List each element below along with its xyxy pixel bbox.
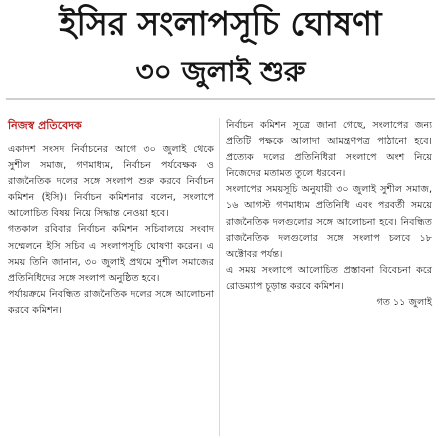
signoff: গত ১১ জুলাই <box>376 297 432 309</box>
byline: নিজস্ব প্রতিবেদক <box>8 119 82 132</box>
headline-line-1: ইসির সংলাপসূচি ঘোষণা <box>59 4 382 43</box>
article-column-1 <box>8 118 214 319</box>
paragraph: নির্বাচন কমিশন সূত্রে জানা গেছে, সংলাপের জন্য প্রতিটি পক্ষকে আলাদা আমন্ত্রণপত্র পাঠানো হবে। প্রত্যেক দলের প্রতিনিধিরা সংলাপে অংশ নিয়ে নিজেদের মতামত তুলে ধরবেন। <box>226 120 432 180</box>
article-column-2 <box>226 118 432 311</box>
paragraph: পর্যায়ক্রমে নিবন্ধিত রাজনৈতিক দলের সঙ্গে আলোচনা করবে কমিশন। <box>8 288 214 316</box>
paragraph: সংলাপের সময়সূচি অনুযায়ী ৩০ জুলাই সুশীল সমাজ, ১৬ আগস্ট গণমাধ্যম প্রতিনিধি এবং পরবর্তী সময়ে রাজনৈতিক দলগুলোর সঙ্গে আলোচনা হবে। নিবন্ধিত রাজনৈতিক দলগুলোর সঙ্গে সংলাপ চলবে ১৮ অক্টোবর পর্যন্ত। <box>226 184 432 260</box>
headline-line-2: ৩০ জুলাই শুরু <box>135 55 306 88</box>
column-divider <box>219 118 220 436</box>
headline-divider <box>6 98 435 100</box>
paragraph: একাদশ সংসদ নির্বাচনের আগে ৩০ জুলাই থেকে সুশীল সমাজ, গণমাধ্যম, নির্বাচন পর্যবেক্ষক ও রাজনৈতিক দলের সঙ্গে সংলাপ শুরু করবে নির্বাচন কমিশন (ইসি)। নির্বাচন কমিশনার বলেন, সংলাপে আলোচিত বিষয় নিয়ে সিদ্ধান্ত নেওয়া হবে। <box>8 144 214 220</box>
paragraph: গতকাল রবিবার নির্বাচন কমিশন সচিবালয়ে সংবাদ সম্মেলনে ইসি সচিব এ সংলাপসূচি ঘোষণা করেন। এ সময় তিনি জানান, ৩০ জুলাই প্রথমে সুশীল সমাজের প্রতিনিধিদের সঙ্গে সংলাপ অনুষ্ঠিত হবে। <box>8 224 214 284</box>
paragraph: এ সময় সংলাপে আলোচিত প্রস্তাবনা বিবেচনা করে রোডম্যাপ চূড়ান্ত করবে কমিশন। <box>226 264 432 292</box>
